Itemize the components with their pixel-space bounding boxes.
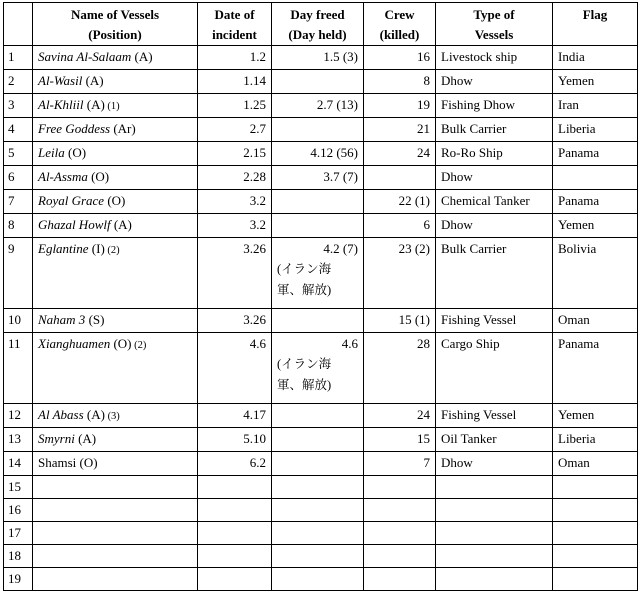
- vessel-flag: Panama: [553, 333, 638, 404]
- vessel-type: Chemical Tanker: [436, 190, 553, 214]
- vessel-name-cell: [33, 190, 198, 214]
- vessel-flag: [553, 568, 638, 591]
- day-freed-cell: [272, 46, 364, 70]
- crew-count: 28: [364, 333, 436, 404]
- vessel-position: (O): [110, 336, 132, 351]
- row-number: 13: [4, 428, 33, 452]
- vessel-flag: [553, 545, 638, 568]
- day-freed-cell: [272, 545, 364, 568]
- day-freed-cell: [272, 238, 364, 309]
- day-freed-cell: [272, 499, 364, 522]
- header-name-line2: (Position): [88, 27, 142, 42]
- incident-date: [198, 568, 272, 591]
- crew-count: 22 (1): [364, 190, 436, 214]
- header-type: [436, 3, 553, 46]
- day-freed: 1.5 (3): [323, 49, 358, 64]
- table-body: [4, 46, 638, 591]
- vessel-footnote: (2): [131, 340, 147, 351]
- table-row: [4, 404, 638, 428]
- row-number: 17: [4, 522, 33, 545]
- vessel-type: Ro-Ro Ship: [436, 142, 553, 166]
- day-freed-cell: [272, 70, 364, 94]
- row-number: 15: [4, 476, 33, 499]
- header-crew-line2: (killed): [379, 27, 420, 42]
- vessel-position: (O): [76, 455, 98, 470]
- vessel-type: Fishing Dhow: [436, 94, 553, 118]
- header-freed-line1: Day freed: [290, 7, 345, 22]
- vessel-name: Leila: [38, 145, 65, 160]
- table-row: [4, 452, 638, 476]
- crew-count: [364, 166, 436, 190]
- vessel-type: Cargo Ship: [436, 333, 553, 404]
- row-number: 18: [4, 545, 33, 568]
- vessel-flag: Liberia: [553, 428, 638, 452]
- incident-date: 3.2: [198, 190, 272, 214]
- row-number: 12: [4, 404, 33, 428]
- vessel-name: Al-Khliil: [38, 97, 84, 112]
- table-row: [4, 190, 638, 214]
- incident-date: 1.25: [198, 94, 272, 118]
- row-number: 7: [4, 190, 33, 214]
- header-freed: [272, 3, 364, 46]
- vessel-flag: Oman: [553, 309, 638, 333]
- row-number: 6: [4, 166, 33, 190]
- header-name-line1: Name of Vessels: [70, 7, 160, 22]
- vessel-name-cell: [33, 214, 198, 238]
- vessel-name-cell: [33, 476, 198, 499]
- crew-count: 19: [364, 94, 436, 118]
- crew-count: 16: [364, 46, 436, 70]
- vessel-name-cell: [33, 70, 198, 94]
- table-row: [4, 142, 638, 166]
- vessel-name: Ghazal Howlf: [38, 217, 111, 232]
- vessel-position: (A): [74, 431, 97, 446]
- row-number: 2: [4, 70, 33, 94]
- day-freed-note-line2: 軍、解放): [277, 378, 332, 392]
- table-row: [4, 118, 638, 142]
- day-freed: 3.7 (7): [323, 169, 358, 184]
- header-flag: Flag: [553, 3, 638, 46]
- vessel-flag: [553, 476, 638, 499]
- vessel-flag: [553, 499, 638, 522]
- row-number: 9: [4, 238, 33, 309]
- day-freed-cell: [272, 476, 364, 499]
- vessel-name-cell: [33, 118, 198, 142]
- header-freed-line2: (Day held): [288, 27, 347, 42]
- vessel-flag: [553, 166, 638, 190]
- day-freed: 2.7 (13): [316, 97, 358, 112]
- crew-count: 15: [364, 428, 436, 452]
- table-row: [4, 309, 638, 333]
- vessel-name-cell: [33, 568, 198, 591]
- vessel-flag: Yemen: [553, 70, 638, 94]
- vessel-flag: Bolivia: [553, 238, 638, 309]
- day-freed: 4.6: [341, 336, 358, 351]
- vessel-name: Al-Assma: [38, 169, 88, 184]
- vessel-type: Bulk Carrier: [436, 118, 553, 142]
- vessel-name-cell: [33, 333, 198, 404]
- crew-count: [364, 568, 436, 591]
- vessel-position: (O): [64, 145, 87, 160]
- vessel-footnote: (2): [104, 245, 120, 256]
- crew-count: [364, 499, 436, 522]
- vessel-type: Livestock ship: [436, 46, 553, 70]
- vessel-flag: Liberia: [553, 118, 638, 142]
- row-number: 5: [4, 142, 33, 166]
- crew-count: 23 (2): [364, 238, 436, 309]
- header-date: [198, 3, 272, 46]
- vessel-type: [436, 499, 553, 522]
- vessel-flag: [553, 522, 638, 545]
- crew-count: 21: [364, 118, 436, 142]
- vessel-flag: Panama: [553, 142, 638, 166]
- vessel-name: Royal Grace: [38, 193, 105, 208]
- crew-count: 6: [364, 214, 436, 238]
- vessel-name-cell: [33, 428, 198, 452]
- table-row: [4, 214, 638, 238]
- vessel-type: Dhow: [436, 214, 553, 238]
- incident-date: 3.26: [198, 309, 272, 333]
- incident-date: 4.17: [198, 404, 272, 428]
- row-number: 14: [4, 452, 33, 476]
- incident-date: 1.14: [198, 70, 272, 94]
- row-number: 3: [4, 94, 33, 118]
- table-row: [4, 545, 638, 568]
- day-freed-cell: [272, 214, 364, 238]
- day-freed-cell: [272, 333, 364, 404]
- table-row: [4, 94, 638, 118]
- vessel-name-cell: [33, 238, 198, 309]
- vessel-name-cell: [33, 142, 198, 166]
- crew-count: 15 (1): [364, 309, 436, 333]
- crew-count: 8: [364, 70, 436, 94]
- day-freed-cell: [272, 190, 364, 214]
- vessel-name: Smyrni: [38, 431, 75, 446]
- header-type-line2: Vessels: [474, 27, 514, 42]
- row-number: 11: [4, 333, 33, 404]
- incident-date: 2.15: [198, 142, 272, 166]
- vessel-type: [436, 568, 553, 591]
- vessel-flag: Oman: [553, 452, 638, 476]
- incident-date: 2.28: [198, 166, 272, 190]
- vessel-name-cell: [33, 94, 198, 118]
- crew-count: 24: [364, 404, 436, 428]
- day-freed: 4.2 (7): [323, 241, 358, 256]
- header-row: [4, 3, 638, 46]
- table-row: [4, 522, 638, 545]
- vessel-position: (Ar): [110, 121, 136, 136]
- vessel-position: (I): [88, 241, 105, 256]
- incident-date: [198, 545, 272, 568]
- table-row: [4, 428, 638, 452]
- incident-date: [198, 522, 272, 545]
- vessel-name: Eglantine: [38, 241, 89, 256]
- vessel-name-cell: [33, 499, 198, 522]
- vessel-footnote: (3): [104, 411, 120, 422]
- day-freed-note-line1: (イラン海: [277, 357, 332, 371]
- vessel-name: Savina Al-Salaam: [38, 49, 132, 64]
- vessel-flag: India: [553, 46, 638, 70]
- header-crew: [364, 3, 436, 46]
- table-row: [4, 70, 638, 94]
- vessel-type: Dhow: [436, 70, 553, 94]
- vessel-name: Naham 3: [38, 312, 86, 327]
- day-freed-cell: [272, 94, 364, 118]
- day-freed-cell: [272, 142, 364, 166]
- crew-count: [364, 522, 436, 545]
- vessel-name-cell: [33, 166, 198, 190]
- vessel-footnote: (1): [104, 101, 120, 112]
- table-row: [4, 166, 638, 190]
- vessel-type: Bulk Carrier: [436, 238, 553, 309]
- header-name: [33, 3, 198, 46]
- incident-date: 5.10: [198, 428, 272, 452]
- incident-date: 4.6: [198, 333, 272, 404]
- day-freed-cell: [272, 309, 364, 333]
- vessel-name: Free Goddess: [38, 121, 111, 136]
- vessel-type: [436, 522, 553, 545]
- vessel-name-cell: [33, 404, 198, 428]
- vessel-position: (O): [87, 169, 110, 184]
- row-number: 8: [4, 214, 33, 238]
- vessel-name-cell: [33, 452, 198, 476]
- vessel-flag: Yemen: [553, 404, 638, 428]
- day-freed-cell: [272, 568, 364, 591]
- table-row: [4, 476, 638, 499]
- vessel-position: (A): [83, 407, 105, 422]
- day-freed-note-line2: 軍、解放): [277, 283, 332, 297]
- vessel-position: (A): [82, 73, 104, 88]
- row-number: 1: [4, 46, 33, 70]
- vessel-type: Fishing Vessel: [436, 309, 553, 333]
- vessel-position: (S): [85, 312, 105, 327]
- header-no: [4, 3, 33, 46]
- vessel-position: (A): [131, 49, 153, 64]
- incident-date: 6.2: [198, 452, 272, 476]
- header-date-line2: incident: [212, 27, 257, 42]
- day-freed: 4.12 (56): [310, 145, 358, 160]
- crew-count: 7: [364, 452, 436, 476]
- day-freed-cell: [272, 452, 364, 476]
- vessel-position: (A): [110, 217, 132, 232]
- incident-date: 3.26: [198, 238, 272, 309]
- day-freed-cell: [272, 404, 364, 428]
- row-number: 19: [4, 568, 33, 591]
- vessel-type: [436, 476, 553, 499]
- day-freed-cell: [272, 522, 364, 545]
- table-row: [4, 568, 638, 591]
- vessel-name-cell: [33, 545, 198, 568]
- day-freed-cell: [272, 428, 364, 452]
- table-row: [4, 499, 638, 522]
- vessel-name-cell: [33, 309, 198, 333]
- vessel-position: (A): [83, 97, 105, 112]
- day-freed-note-line1: (イラン海: [277, 262, 332, 276]
- header-type-line1: Type of: [473, 7, 515, 22]
- vessel-incident-table: [3, 2, 638, 591]
- vessel-name: Al Abass: [38, 407, 84, 422]
- row-number: 10: [4, 309, 33, 333]
- table-row: [4, 46, 638, 70]
- vessel-flag: Yemen: [553, 214, 638, 238]
- day-freed-cell: [272, 118, 364, 142]
- vessel-name: Xianghuamen: [38, 336, 111, 351]
- incident-date: 2.7: [198, 118, 272, 142]
- table-row: [4, 333, 638, 404]
- vessel-flag: Panama: [553, 190, 638, 214]
- row-number: 4: [4, 118, 33, 142]
- vessel-type: Dhow: [436, 166, 553, 190]
- vessel-name: Al-Wasil: [38, 73, 83, 88]
- vessel-name: Shamsi: [38, 455, 77, 470]
- vessel-type: Oil Tanker: [436, 428, 553, 452]
- day-freed-cell: [272, 166, 364, 190]
- crew-count: [364, 545, 436, 568]
- vessel-name-cell: [33, 522, 198, 545]
- table-row: [4, 238, 638, 309]
- vessel-type: [436, 545, 553, 568]
- vessel-type: Fishing Vessel: [436, 404, 553, 428]
- incident-date: [198, 499, 272, 522]
- vessel-type: Dhow: [436, 452, 553, 476]
- vessel-name-cell: [33, 46, 198, 70]
- incident-date: [198, 476, 272, 499]
- incident-date: 1.2: [198, 46, 272, 70]
- header-crew-line1: Crew: [384, 7, 415, 22]
- header-date-line1: Date of: [214, 7, 255, 22]
- vessel-position: (O): [104, 193, 126, 208]
- incident-date: 3.2: [198, 214, 272, 238]
- crew-count: 24: [364, 142, 436, 166]
- vessel-flag: Iran: [553, 94, 638, 118]
- crew-count: [364, 476, 436, 499]
- row-number: 16: [4, 499, 33, 522]
